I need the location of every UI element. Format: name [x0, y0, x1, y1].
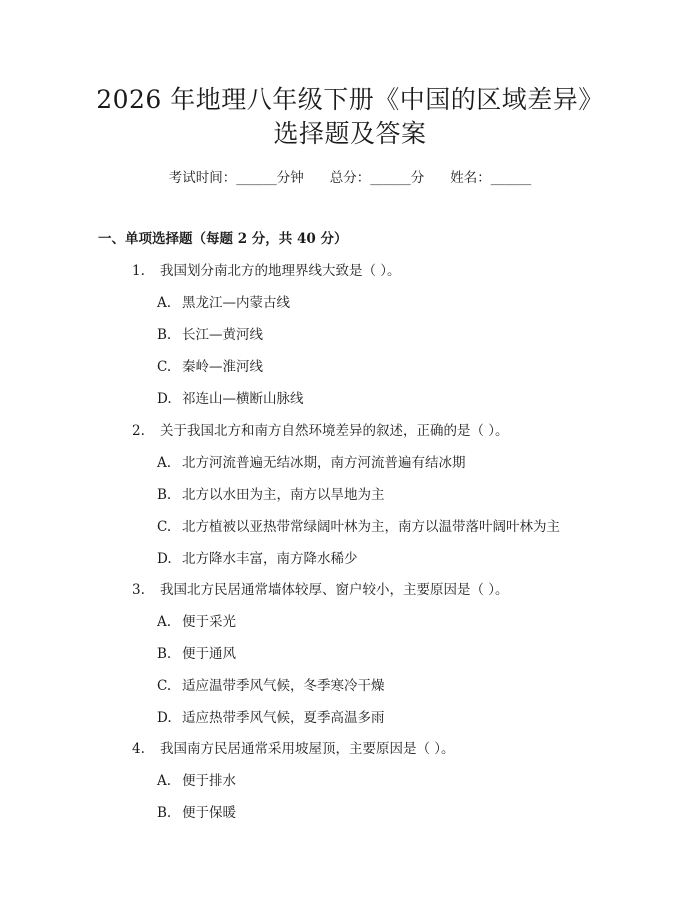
question-number: 2. [132, 423, 145, 439]
question-number: 3. [132, 582, 145, 598]
option-letter: D. [157, 710, 172, 726]
option-letter: C. [157, 678, 172, 694]
question-2-option-d [157, 549, 358, 569]
section-heading: 一、单项选择题（每题 2 分，共 40 分） [98, 231, 348, 247]
option-letter: B. [157, 805, 172, 821]
question-1-option-b [157, 325, 263, 345]
question-2-option-b [157, 485, 385, 505]
option-text: 长江—黄河线 [182, 327, 263, 343]
question-1-option-a [157, 293, 290, 313]
option-text: 祁连山—横断山脉线 [182, 391, 304, 407]
question-3-option-d [157, 708, 385, 728]
question-number: 4. [132, 741, 145, 757]
question-1 [132, 261, 401, 281]
document-title-line1: 2026 年地理八年级下册《中国的区域差异》 [96, 85, 604, 114]
option-letter: C. [157, 359, 172, 375]
question-3-option-c [157, 676, 385, 696]
question-1-option-c [157, 357, 263, 377]
document-title-line2: 选择题及答案 [273, 119, 427, 148]
question-2-option-c [157, 517, 560, 537]
option-letter: B. [157, 487, 172, 503]
question-3 [132, 580, 509, 600]
question-4-option-b [157, 803, 236, 823]
question-4 [132, 739, 455, 759]
option-letter: B. [157, 327, 172, 343]
option-letter: C. [157, 519, 172, 535]
option-letter: A. [157, 614, 172, 630]
question-3-option-a [157, 612, 236, 632]
name-label: 姓名：______ [450, 170, 532, 186]
option-text: 北方植被以亚热带常绿阔叶林为主，南方以温带落叶阔叶林为主 [182, 519, 560, 535]
option-letter: A. [157, 295, 172, 311]
option-letter: D. [157, 551, 172, 567]
question-1-option-d [157, 389, 304, 409]
option-text: 适应温带季风气候，冬季寒冷干燥 [182, 678, 385, 694]
exam-time-label: 考试时间：______分钟 [168, 170, 304, 186]
option-letter: A. [157, 773, 172, 789]
question-text: 关于我国北方和南方自然环境差异的叙述，正确的是（ ）。 [160, 423, 509, 439]
option-text: 便于采光 [182, 614, 236, 630]
option-letter: A. [157, 455, 172, 471]
question-text: 我国划分南北方的地理界线大致是（ ）。 [160, 263, 401, 279]
option-letter: D. [157, 391, 172, 407]
option-text: 秦岭—淮河线 [182, 359, 263, 375]
question-text: 我国北方民居通常墙体较厚、窗户较小，主要原因是（ ）。 [160, 582, 509, 598]
option-text: 适应热带季风气候，夏季高温多雨 [182, 710, 385, 726]
exam-info-line [0, 168, 700, 188]
question-number: 1. [132, 263, 145, 279]
option-text: 便于排水 [182, 773, 236, 789]
total-score-label: 总分：______分 [329, 170, 425, 186]
question-text: 我国南方民居通常采用坡屋顶，主要原因是（ ）。 [160, 741, 455, 757]
question-2-option-a [157, 453, 466, 473]
option-text: 北方以水田为主，南方以旱地为主 [182, 487, 385, 503]
option-text: 黑龙江—内蒙古线 [182, 295, 290, 311]
option-text: 便于保暖 [182, 805, 236, 821]
question-3-option-b [157, 644, 236, 664]
option-letter: B. [157, 646, 172, 662]
option-text: 便于通风 [182, 646, 236, 662]
option-text: 北方河流普遍无结冰期，南方河流普遍有结冰期 [182, 455, 466, 471]
question-2 [132, 421, 509, 441]
option-text: 北方降水丰富，南方降水稀少 [182, 551, 358, 567]
question-4-option-a [157, 771, 236, 791]
